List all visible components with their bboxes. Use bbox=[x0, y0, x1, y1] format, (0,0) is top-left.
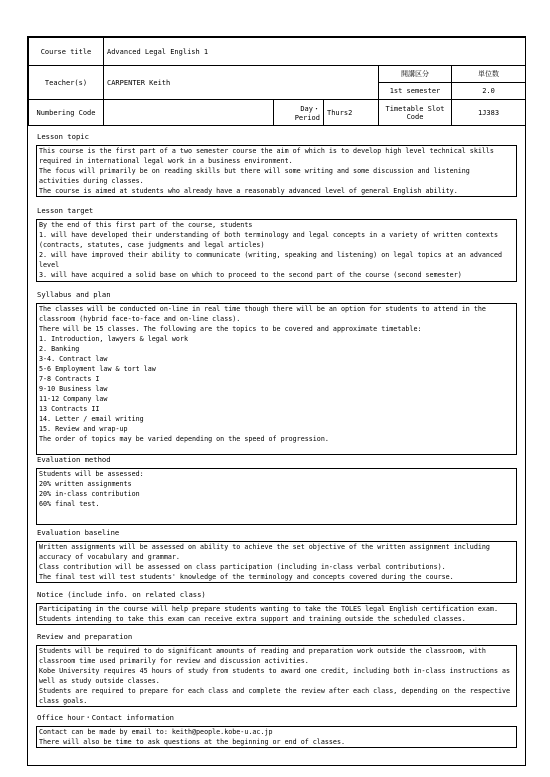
text-line: 15. Review and wrap-up bbox=[39, 425, 128, 433]
text-line: 20% written assignments bbox=[39, 480, 132, 488]
section-title-office-hour: Office hour・Contact information bbox=[37, 713, 175, 722]
category-label: 開講区分 bbox=[379, 66, 452, 83]
section-body-review-preparation bbox=[36, 645, 517, 707]
text-line: 3. will have acquired a solid base on which to proceed to the second part of the course (second semester) bbox=[39, 271, 462, 279]
section-title-syllabus: Syllabus and plan bbox=[37, 290, 111, 299]
section-title-lesson-target: Lesson target bbox=[37, 206, 94, 215]
text-line: There will also be time to ask questions at the beginning or end of classes. bbox=[39, 738, 345, 746]
text-line: The classes will be conducted on-line in real time though there will be an option for students to attend in the classroom (hybrid face-to-face and on-line class). bbox=[39, 305, 486, 323]
syllabus-page bbox=[27, 36, 526, 766]
text-line: The focus will primarily be on reading skills but there will some writing and some discussion and listening activities during classes. bbox=[39, 167, 470, 185]
text-line: Written assignments will be assessed on ability to achieve the set objective of the written assignment including accuracy of vocabulary and grammar. bbox=[39, 543, 490, 561]
course-title-label: Course title bbox=[29, 38, 104, 66]
numbering-value bbox=[104, 100, 274, 126]
section-body-syllabus bbox=[36, 303, 517, 455]
section-body-evaluation-method bbox=[36, 468, 517, 525]
section-body-evaluation-baseline bbox=[36, 541, 517, 583]
text-line: 20% in-class contribution bbox=[39, 490, 140, 498]
text-line: 9-10 Business law bbox=[39, 385, 108, 393]
text-line: There will be 15 classes. The following are the topics to be covered and approximate timetable: bbox=[39, 325, 422, 333]
section-title-notice: Notice (include info. on related class) bbox=[37, 590, 206, 599]
timetable-label: Timetable Slot Code bbox=[379, 100, 452, 126]
section-body-notice bbox=[36, 603, 517, 625]
text-line: Kobe University requires 45 hours of study from students to award one credit, including both in-class instructions as well as study outside classes. bbox=[39, 667, 511, 685]
text-line: Students are required to prepare for each class and complete the review after each class, depending on the respective class goals. bbox=[39, 687, 511, 705]
section-body-lesson-target bbox=[36, 219, 517, 282]
section-title-review-preparation: Review and preparation bbox=[37, 632, 133, 641]
text-line: Students will be assessed: bbox=[39, 470, 144, 478]
timetable-value: 1J383 bbox=[452, 100, 526, 126]
day-period-label: Day・Period bbox=[274, 100, 324, 126]
day-period-value: Thurs2 bbox=[324, 100, 379, 126]
text-line: Class contribution will be assessed on class participation (including in-class verbal contributions). bbox=[39, 563, 446, 571]
text-line: Students will be required to do significant amounts of reading and preparation work outside the classroom, with classroom time used primarily for review and discussion activities. bbox=[39, 647, 486, 665]
teacher-label: Teacher(s) bbox=[29, 66, 104, 100]
section-body-lesson-topic bbox=[36, 145, 517, 197]
section-title-lesson-topic: Lesson topic bbox=[37, 132, 89, 141]
text-line: 11-12 Company law bbox=[39, 395, 108, 403]
text-line: By the end of this first part of the course, students bbox=[39, 221, 253, 229]
numbering-label: Numbering Code bbox=[29, 100, 104, 126]
course-title-value: Advanced Legal English 1 bbox=[104, 38, 526, 66]
text-line: Students intending to take this exam can receive extra support and training outside the scheduled classes. bbox=[39, 615, 466, 623]
section-title-evaluation-baseline: Evaluation baseline bbox=[37, 528, 120, 537]
text-line: 13 Contracts II bbox=[39, 405, 100, 413]
teacher-value: CARPENTER Keith bbox=[104, 66, 379, 100]
text-line: 2. Banking bbox=[39, 345, 80, 353]
category-value: 1st semester bbox=[379, 83, 452, 100]
text-line: 2. will have improved their ability to communicate (writing, speaking and listening) on legal topics at an advanced level bbox=[39, 251, 503, 269]
text-line: 3-4. Contract law bbox=[39, 355, 108, 363]
text-line: 14. Letter / email writing bbox=[39, 415, 144, 423]
credits-value: 2.0 bbox=[452, 83, 526, 100]
text-line: The order of topics may be varied depending on the speed of progression. bbox=[39, 435, 329, 443]
text-line: The course is aimed at students who already have a reasonably advanced level of general English ability. bbox=[39, 187, 458, 195]
text-line: 5-6 Employment law & tort law bbox=[39, 365, 156, 373]
text-line: 1. Introduction, lawyers & legal work bbox=[39, 335, 188, 343]
text-line: 7-8 Contracts I bbox=[39, 375, 100, 383]
text-line: 60% final test. bbox=[39, 500, 100, 508]
credits-label: 単位数 bbox=[452, 66, 526, 83]
section-body-office-hour bbox=[36, 726, 517, 748]
text-line: This course is the first part of a two semester course the aim of which is to develop high level technical skills required in international legal work in a business environment. bbox=[39, 147, 494, 165]
text-line: 1. will have developed their understanding of both terminology and legal concepts in a variety of written contexts (contracts, statutes, case judgments and legal articles) bbox=[39, 231, 498, 249]
text-line: The final test will test students' knowledge of the terminology and concepts covered during the course. bbox=[39, 573, 454, 581]
text-line: Contact can be made by email to: keith@people.kobe-u.ac.jp bbox=[39, 728, 273, 736]
section-title-evaluation-method: Evaluation method bbox=[37, 455, 111, 464]
text-line: Participating in the course will help prepare students wanting to take the TOLES legal English certification exam. bbox=[39, 605, 498, 613]
course-header-table bbox=[28, 37, 526, 126]
